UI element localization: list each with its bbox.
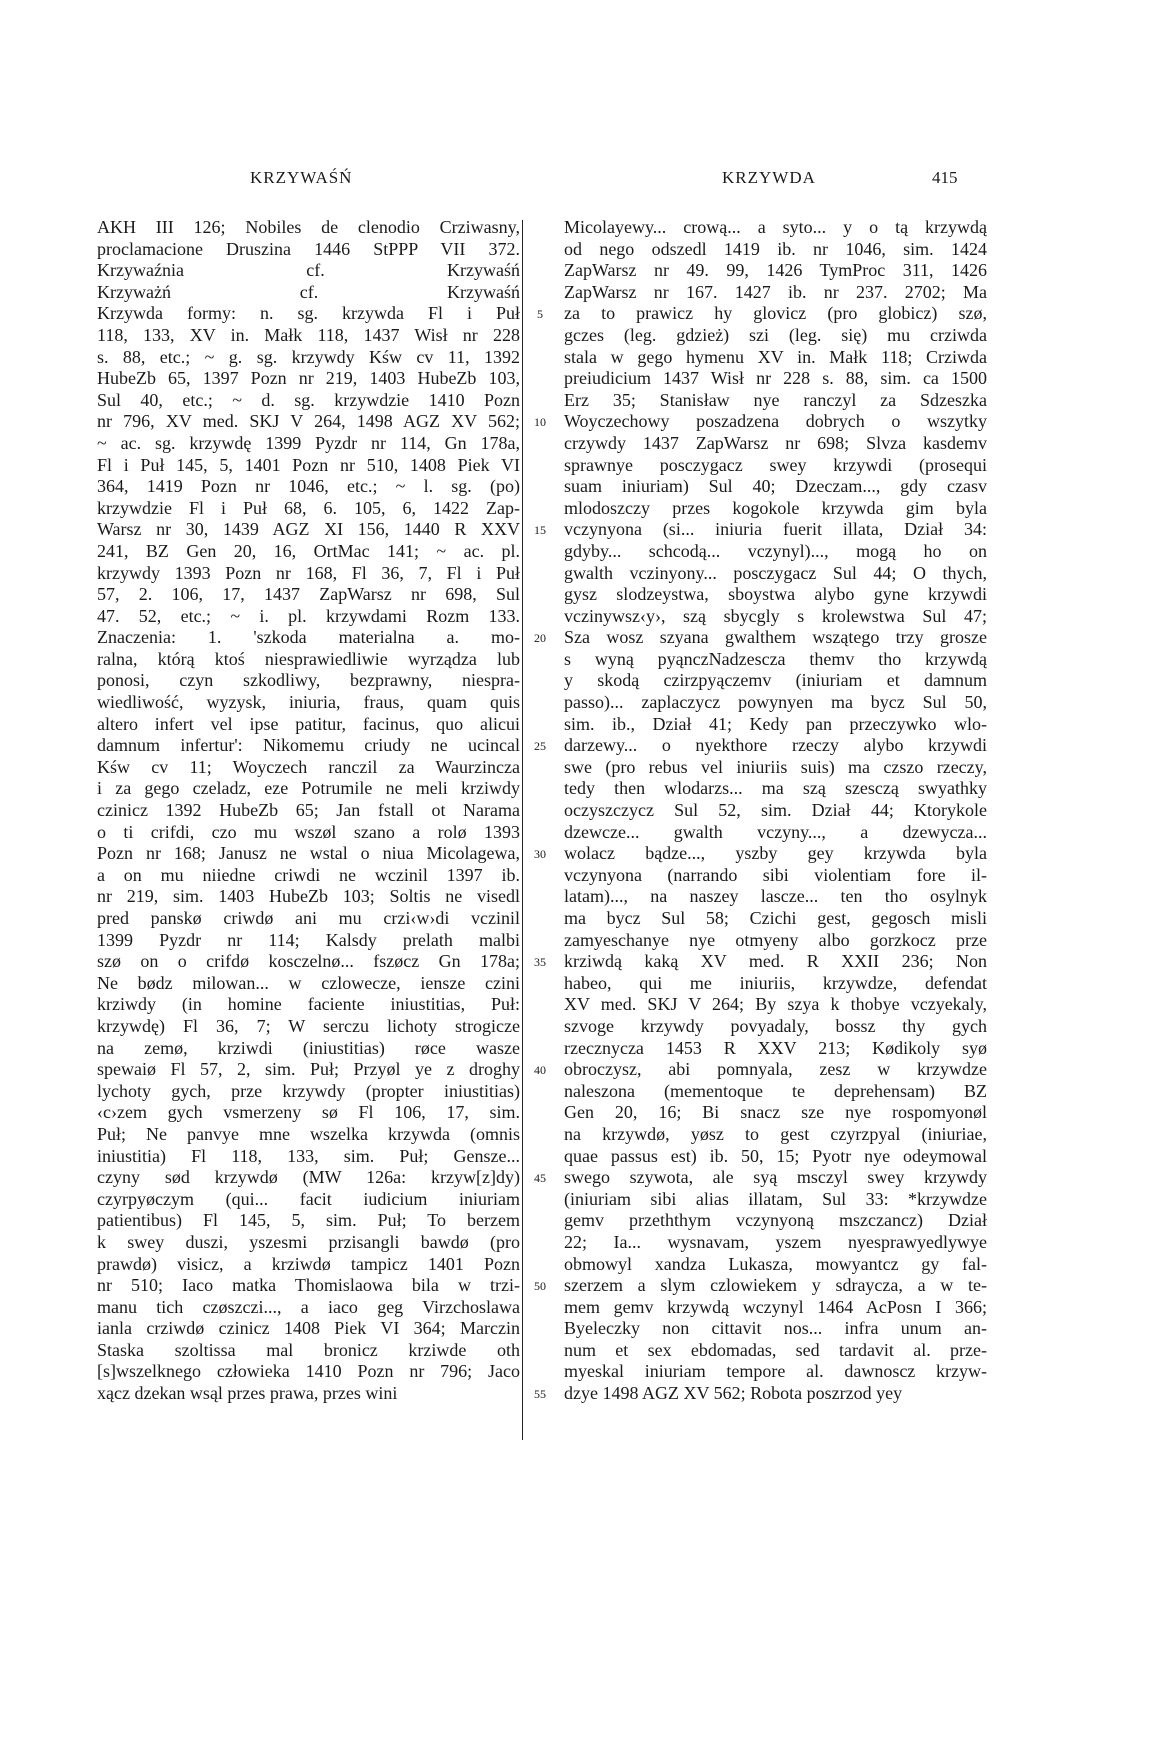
text-line: szerzem a slym czlowiekem y sdraycza, a w te- (564, 1275, 987, 1296)
text-line: nr 219, sim. 1403 HubeZb 103; Soltis ne visedl (97, 886, 520, 907)
line-number: 45 (534, 1171, 546, 1186)
text-line: ‹c›zem gych vsmerzeny sø Fl 106, 17, sim. (97, 1102, 520, 1123)
text-line: lychoty gych, prze krzywdy (propter iniustitias) (97, 1080, 520, 1101)
text-line: ponosi, czyn szkodliwy, bezprawny, niespra- (97, 670, 520, 691)
text-line: k swey duszi, yszesmi przisangli bawdø (pro (97, 1231, 520, 1252)
left-column (97, 217, 520, 1405)
text-line: gdyby... schcodą... vczynyl)..., mogą ho on (564, 540, 987, 561)
text-line: sprawnye posczygacz swey krzywdi (prosequi (564, 454, 987, 475)
text-line: ianla crziwdø czinicz 1408 Piek VI 364; Marczin (97, 1318, 520, 1339)
line-number: 15 (534, 523, 546, 538)
text-line: vczynyona (si... iniuria fuerit illata, Dział 34: (564, 519, 987, 540)
text-line: Warsz nr 30, 1439 AGZ XI 156, 1440 R XXV (97, 519, 520, 540)
text-line: ~ ac. sg. krzywdę 1399 Pyzdr nr 114, Gn 178a, (97, 432, 520, 453)
text-line: latam)..., na naszey lascze... ten tho osylnyk (564, 886, 987, 907)
line-number: 35 (534, 955, 546, 970)
text-line: Puł; Ne panvye mne wszelka krzywda (omnis (97, 1123, 520, 1144)
text-line: naleszona (mementoque te deprehensam) BZ (564, 1080, 987, 1101)
text-line: myeskal iniuriam tempore al. dawnoscz krzyw- (564, 1361, 987, 1382)
text-line: obroczysz, abi pomnyala, zesz w krzywdze (564, 1059, 987, 1080)
text-line: gemv przeththym vczynyoną mszczancz) Dział (564, 1210, 987, 1231)
text-line: 57, 2. 106, 17, 1437 ZapWarsz nr 698, Sul (97, 584, 520, 605)
text-line: Woyczechowy poszadzena dobrych o wszytky (564, 411, 987, 432)
text-line: s wyną pyąnczNadzescza themv tho krzywdą (564, 648, 987, 669)
text-line: Erz 35; Stanisław nye ranczyl za Sdzeszka (564, 389, 987, 410)
text-line: na zemø, krziwdi (iniustitias) røce wasze (97, 1037, 520, 1058)
text-line: ZapWarsz nr 167. 1427 ib. nr 237. 2702; Ma (564, 281, 987, 302)
text-line: gczes (leg. gdzież) szi (leg. się) mu crziwda (564, 324, 987, 345)
text-line: zamyeschanye nye otmyeny albo gorzkocz prze (564, 929, 987, 950)
text-line: ZapWarsz nr 49. 99, 1426 TymProc 311, 1426 (564, 260, 987, 281)
text-line: HubeZb 65, 1397 Pozn nr 219, 1403 HubeZb 103, (97, 368, 520, 389)
line-number: 30 (534, 847, 546, 862)
text-line: 241, BZ Gen 20, 16, OrtMac 141; ~ ac. pl. (97, 540, 520, 561)
text-line: nr 510; Iaco matka Thomislaowa bila w trzi- (97, 1275, 520, 1296)
text-line: dzye 1498 AGZ XV 562; Robota poszrzod yey (564, 1383, 903, 1404)
text-line: ralna, którą ktoś niesprawiedliwie wyrządza lub (97, 648, 520, 669)
text-line: habeo, qui me iniuriis, krzywdze, defendat (564, 972, 987, 993)
text-line: quae passus est) ib. 50, 15; Pyotr nye odeymowal (564, 1145, 987, 1166)
text-line: manu tich czøszczi..., a iaco geg Virzchoslawa (97, 1296, 520, 1317)
text-line: od nego odszedl 1419 ib. nr 1046, sim. 1424 (564, 238, 987, 259)
text-line: suam iniuriam) Sul 40; Dzeczam..., gdy czasv (564, 476, 987, 497)
text-line: Krzywaźnia cf. Krzywaśń (97, 260, 520, 281)
text-line: szø on o crifdø kosczelnø... fszøcz Gn 178a; (97, 951, 520, 972)
line-number: 10 (534, 415, 546, 430)
column-divider (522, 220, 523, 1440)
text-line: iniustitia) Fl 118, 133, sim. Puł; Gensze... (97, 1145, 520, 1166)
text-line: za to prawicz hy glovicz (pro globicz) szø, (564, 303, 987, 324)
text-line: Krzywda formy: n. sg. krzywda Fl i Puł (97, 303, 520, 324)
text-line: s. 88, etc.; ~ g. sg. krzywdy Kśw cv 11, 1392 (97, 346, 520, 367)
text-line: Sza wosz szyana gwalthem wszątego trzy grosze (564, 627, 987, 648)
text-line: prawdø) visicz, a krziwdø tampicz 1401 Pozn (97, 1253, 520, 1274)
text-line: AKH III 126; Nobiles de clenodio Crziwasny, (97, 217, 520, 237)
text-line: szvoge krzywdy povyadaly, bossz thy gych (564, 1015, 987, 1036)
text-line: Gen 20, 16; Bi snacz sze nye rospomyonøl (564, 1102, 987, 1123)
text-line: Byeleczky non cittavit nos... infra unum an- (564, 1318, 987, 1339)
text-line: XV med. SKJ V 264; By szya k thobye vczyekaly, (564, 994, 987, 1015)
text-line: damnum infertur': Nikomemu criudy ne ucincal (97, 735, 520, 756)
text-line: na krzywdø, yøsz to gest czyrzpyal (iniuriae, (564, 1123, 987, 1144)
text-line: darzewy... o nyekthore rzeczy alybo krzywdi (564, 735, 987, 756)
text-line: czyny sød krzywdø (MW 126a: krzyw[z]dy) (97, 1167, 520, 1188)
text-line: tedy then wlodarzs... ma szą szesczą swyathky (564, 778, 987, 799)
text-line: proclamacione Druszina 1446 StPPP VII 372. (97, 238, 520, 259)
text-line: Kśw cv 11; Woyczech ranczil za Waurzincza (97, 756, 520, 777)
text-line: swego szywota, ale syą msczyl swey krzywdy (564, 1167, 987, 1188)
line-number: 55 (534, 1387, 546, 1402)
running-head-left: KRZYWAŚŃ (250, 168, 353, 187)
text-line: krziwdy (in homine faciente iniustitias, Puł: (97, 994, 520, 1015)
text-line: czinicz 1392 HubeZb 65; Jan fstall ot Narama (97, 800, 520, 821)
text-line: Sul 40, etc.; ~ d. sg. krzywdzie 1410 Pozn (97, 389, 520, 410)
text-line: xącz dzekan wsąl przes prawa, przes wini (97, 1383, 398, 1404)
text-line: num et sex ebdomadas, sed tardavit al. prze- (564, 1339, 987, 1360)
text-line: mem gemv krzywdą wczynyl 1464 AcPosn I 366; (564, 1296, 987, 1317)
page-number: 415 (932, 168, 958, 187)
text-line: nr 796, XV med. SKJ V 264, 1498 AGZ XV 562; (97, 411, 520, 432)
text-line: Znaczenia: 1. 'szkoda materialna a. mo- (97, 627, 520, 648)
text-line: dzewcze... gwalth vczyny..., a dzewycza... (564, 821, 987, 842)
text-line: a on mu niiedne criwdi ne wczinil 1397 ib. (97, 864, 520, 885)
text-line: sim. ib., Dział 41; Kedy pan przeczywko wlo- (564, 713, 987, 734)
text-line: 1399 Pyzdr nr 114; Kalsdy prelath malbi (97, 929, 520, 950)
text-line: mlodoszczy przes kogokole krzywda gim byla (564, 497, 987, 518)
line-number: 5 (537, 307, 543, 322)
text-line: i za gego czeladz, eze Potrumile ne meli krziwdy (97, 778, 520, 799)
text-line: 118, 133, XV in. Małk 118, 1437 Wisł nr 228 (97, 324, 520, 345)
line-number: 20 (534, 631, 546, 646)
text-line: wiedliwość, wyzysk, iniuria, fraus, quam quis (97, 692, 520, 713)
text-line: vczynyona (narrando sibi violentiam fore il- (564, 864, 987, 885)
line-number: 25 (534, 739, 546, 754)
text-line: (iniuriam sibi alias illatam, Sul 33: *krzywdze (564, 1188, 987, 1209)
text-line: stala w gego hymenu XV in. Małk 118; Crziwda (564, 346, 987, 367)
text-line: y skodą czirzpyączemv (iniuriam et damnum (564, 670, 987, 691)
text-line: ma bycz Sul 58; Czichi gest, gegosch misli (564, 908, 987, 928)
text-line: 47. 52, etc.; ~ i. pl. krzywdami Rozm 133. (97, 605, 520, 626)
text-line: preiudicium 1437 Wisł nr 228 s. 88, sim. ca 1500 (564, 368, 987, 389)
text-line: 22; Ia... wysnavam, yszem nyesprawyedlywye (564, 1231, 987, 1252)
text-line: rzecznycza 1453 R XXV 213; Kødikoly syø (564, 1037, 987, 1058)
text-line: pred panskø criwdø ani mu crzi‹w›di vczinil (97, 908, 520, 928)
text-line: [s]wszelknego człowieka 1410 Pozn nr 796; Jaco (97, 1361, 520, 1382)
text-line: crzywdy 1437 ZapWarsz nr 698; Slvza kasdemv (564, 432, 987, 453)
text-line: Krzyważń cf. Krzywaśń (97, 281, 520, 302)
text-line: wolacz bądze..., yszby gey krzywda byla (564, 843, 987, 864)
text-line: obmowyl xandza Lukasza, mowyantcz gy fal- (564, 1253, 987, 1274)
text-line: czyrpyøczym (qui... facit iudicium iniuriam (97, 1188, 520, 1209)
text-line: krziwdą kaką XV med. R XXII 236; Non (564, 951, 987, 972)
text-line: oczyszczycz Sul 52, sim. Dział 44; Ktorykole (564, 800, 987, 821)
text-line: spewaiø Fl 57, 2, sim. Puł; Przyøl ye z droghy (97, 1059, 520, 1080)
text-line: 364, 1419 Pozn nr 1046, etc.; ~ l. sg. (po) (97, 476, 520, 497)
right-column (564, 217, 987, 1405)
text-line: vczinywsz‹y›, szą sbycgly s krolewstwa Sul 47; (564, 605, 987, 626)
text-line: gysz slodzeystwa, sboystwa alybo gyne krzywdi (564, 584, 987, 605)
text-line: patientibus) Fl 145, 5, sim. Puł; To berzem (97, 1210, 520, 1231)
text-line: passo)... zaplaczycz powynyen ma bycz Sul 50, (564, 692, 987, 713)
text-line: krzywdę) Fl 36, 7; W serczu lichoty strogicze (97, 1015, 520, 1036)
page-header (0, 168, 1154, 192)
text-line: Ne bødz milowan... w czlowecze, iensze czini (97, 972, 520, 993)
text-line: Fl i Puł 145, 5, 1401 Pozn nr 510, 1408 Piek VI (97, 454, 520, 475)
text-line: krzywdzie Fl i Puł 68, 6. 105, 6, 1422 Zap- (97, 497, 520, 518)
running-head-center: KRZYWDA (722, 168, 816, 187)
text-line: altero infert vel ipse patitur, facinus, quo alicui (97, 713, 520, 734)
text-line: o ti crifdi, czo mu wszøl szano a rolø 1393 (97, 821, 520, 842)
text-line: gwalth vczinyony... posczygacz Sul 44; O thych, (564, 562, 987, 583)
line-number: 50 (534, 1279, 546, 1294)
text-line: swe (pro rebus vel iniuriis suis) ma czszo rzeczy, (564, 756, 987, 777)
text-line: Staska szoltissa mal bronicz krziwde oth (97, 1339, 520, 1360)
text-line: krzywdy 1393 Pozn nr 168, Fl 36, 7, Fl i Puł (97, 562, 520, 583)
line-number: 40 (534, 1063, 546, 1078)
text-line: Micolayewy... crową... a syto... y o tą krzywdą (564, 217, 987, 237)
text-line: Pozn nr 168; Janusz ne wstal o niua Micolagewa, (97, 843, 520, 864)
